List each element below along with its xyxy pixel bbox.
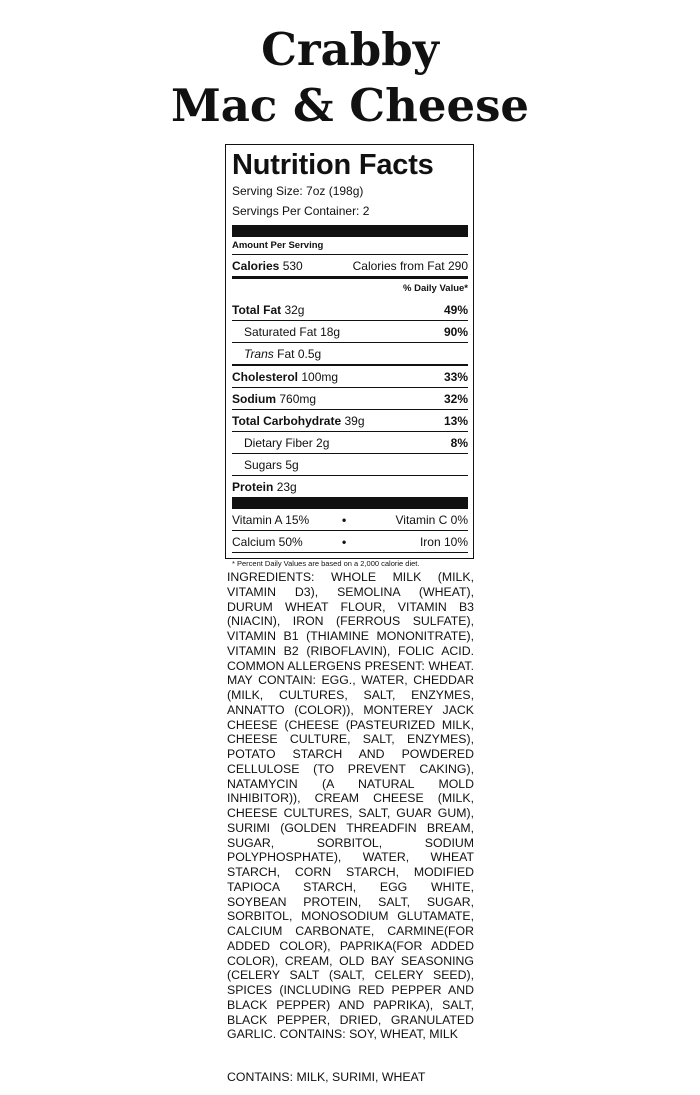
vitamin-row (232, 530, 468, 552)
nutrient-row-dietary-fiber (232, 431, 468, 453)
allergen-contains: CONTAINS: MILK, SURIMI, WHEAT (227, 1070, 426, 1084)
servings-per-container: Servings Per Container: 2 (232, 204, 370, 218)
daily-value-footnote: * Percent Daily Values are based on a 2,000 calorie diet. (232, 552, 468, 569)
nutrient-label: Total Carbohydrate (232, 413, 342, 428)
nutrient-label: Cholesterol (232, 369, 299, 384)
product-title-line2: Mac & Cheese (170, 79, 530, 132)
nutrient-label: Trans (244, 346, 274, 361)
nutrient-amount: 100mg (301, 369, 339, 384)
vitamin-a: Vitamin A 15% (232, 512, 310, 527)
nutrient-amount: 39g (344, 413, 365, 428)
thick-divider (232, 497, 468, 509)
nutrition-facts-heading: Nutrition Facts (232, 149, 434, 181)
ingredients-text: INGREDIENTS: WHOLE MILK (MILK, VITAMIN D3), SEMOLINA (WHEAT), DURUM WHEAT FLOUR, VITAMIN B3 (NIACIN), IRON (FERROUS SULFATE), VITAMIN B1 (THIAMINE MONONITRATE), VITAMIN B2 (RIBOFLAVIN), FOLIC ACID. COMMON ALLERGENS PRESENT: WHEAT. MAY CONTAIN: EGG., WATER, CHEDDAR (MILK, CULTURES, SALT, ENZYMES, ANNATTO (COLOR)), MONTEREY JACK CHEESE (CHEESE (PASTEURIZED MILK, CHEESE CULTURE, SALT, ENZYMES), POTATO STARCH AND POWDERED CELLULOSE (TO PREVENT CAKING), NATAMYCIN (A NATURAL MOLD INHIBITOR)), CREAM CHEESE (MILK, CHEESE CULTURES, SALT, GUAR GUM), SURIMI (GOLDEN THREADFIN BREAM, SUGAR, SORBITOL, SODIUM POLYPHOSPHATE), WATER, WHEAT STARCH, CORN STARCH, MODIFIED TAPIOCA STARCH, EGG WHITE, SOYBEAN PROTEIN, SALT, SUGAR, SORBITOL, MONOSODIUM GLUTAMATE, CALCIUM CARBONATE, CARMINE(FOR ADDED COLOR), PAPRIKA(FOR ADDED COLOR), CREAM, OLD BAY SEASONING (CELERY SALT (SALT, CELERY SEED), SPICES (INCLUDING RED PEPPER AND BLACK PEPPER) AND PAPRIKA), SALT, BLACK PEPPER, DRIED, GRANULATED GARLIC. CONTAINS: SOY, WHEAT, MILK (227, 570, 474, 1042)
calcium: Calcium 50% (232, 534, 303, 549)
nutrition-facts-panel (225, 144, 474, 568)
nutrient-label: Sugars (244, 457, 283, 472)
nutrient-amount: 23g (276, 479, 297, 494)
vitamin-c: Vitamin C 0% (395, 512, 468, 527)
calories-label: Calories (232, 258, 280, 273)
nutrient-label: Saturated Fat (244, 324, 317, 339)
nutrient-amount: 760mg (279, 391, 317, 406)
vitamin-row (232, 509, 468, 530)
daily-value-header: % Daily Value* (232, 276, 468, 299)
nutrient-amount: 32g (284, 302, 305, 317)
nutrient-row-saturated-fat (232, 320, 468, 342)
bullet-separator: • (342, 512, 347, 527)
nutrient-row-sugars (232, 453, 468, 475)
calories-row (232, 254, 468, 276)
nutrient-dv: 8% (450, 435, 468, 450)
nutrient-label: Protein (232, 479, 274, 494)
nutrient-dv: 33% (443, 369, 468, 384)
nutrient-amount: Fat 0.5g (277, 346, 322, 361)
nutrient-dv: 13% (443, 413, 468, 428)
nutrient-row-trans-fat (232, 342, 468, 364)
nutrient-amount: 2g (316, 435, 330, 450)
nutrient-row-total-carbohydrate (232, 409, 468, 431)
nutrient-row-protein (232, 475, 468, 497)
bullet-separator: • (342, 534, 347, 549)
nutrient-amount: 5g (285, 457, 299, 472)
nutrient-dv: 32% (443, 391, 468, 406)
thick-divider (232, 225, 468, 237)
nutrient-amount: 18g (320, 324, 341, 339)
product-title (0, 22, 700, 134)
nutrient-row-cholesterol (232, 364, 468, 387)
amount-per-serving: Amount Per Serving (232, 240, 324, 251)
iron: Iron 10% (419, 534, 468, 549)
serving-size: Serving Size: 7oz (198g) (232, 184, 364, 198)
calories-value: 530 (282, 258, 303, 273)
nutrient-label: Total Fat (232, 302, 282, 317)
nutrient-dv: 49% (443, 302, 468, 317)
nutrient-label: Dietary Fiber (244, 435, 313, 450)
product-title-line1: Crabby (261, 23, 439, 76)
nutrient-row-total-fat (232, 299, 468, 320)
nutrient-row-sodium (232, 387, 468, 409)
nutrient-label: Sodium (232, 391, 276, 406)
calories-from-fat: Calories from Fat 290 (352, 258, 468, 273)
nutrient-dv: 90% (443, 324, 468, 339)
